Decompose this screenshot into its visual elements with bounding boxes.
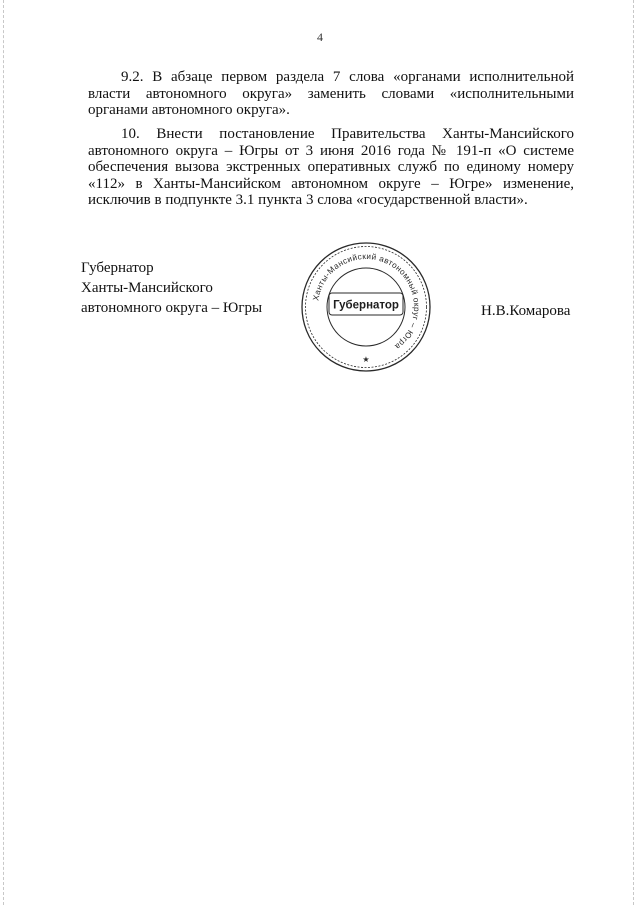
signature-title-line-2: Ханты-Мансийского [81, 280, 213, 296]
svg-text:Ханты-Мансийский автономный ок: Ханты-Мансийский автономный округ – Югра [311, 251, 422, 352]
signature-title-block [81, 258, 262, 318]
signer-name: Н.В.Комарова [481, 303, 571, 319]
scan-edge-left [3, 0, 4, 905]
scan-edge-right [633, 0, 634, 905]
official-seal-stamp [299, 240, 433, 374]
signature-title-line-3: автономного округа – Югры [81, 300, 263, 316]
paragraph-10: 10. Внести постановление Правительства Ханты-Мансийского автономного округа – Югры от 3 июня 2016 года № 191-п «О системе обеспечения вызова экстренных оперативных служб по единому номеру «112» в Ханты-Мансийском автономном округе – Югре» изменение, исключив в подпункте 3.1 пункта 3 слова «государственной власти». [88, 126, 574, 208]
signature-title-line-1: Губернатор [81, 260, 154, 276]
paragraph-9-2: 9.2. В абзаце первом раздела 7 слова «органами исполнительной власти автономного округа» заменить словами «исполнительными органами автономного округа». [88, 69, 574, 118]
page-number: 4 [317, 30, 323, 44]
svg-text:Губернатор: Губернатор [333, 299, 399, 312]
svg-text:★: ★ [362, 355, 370, 364]
